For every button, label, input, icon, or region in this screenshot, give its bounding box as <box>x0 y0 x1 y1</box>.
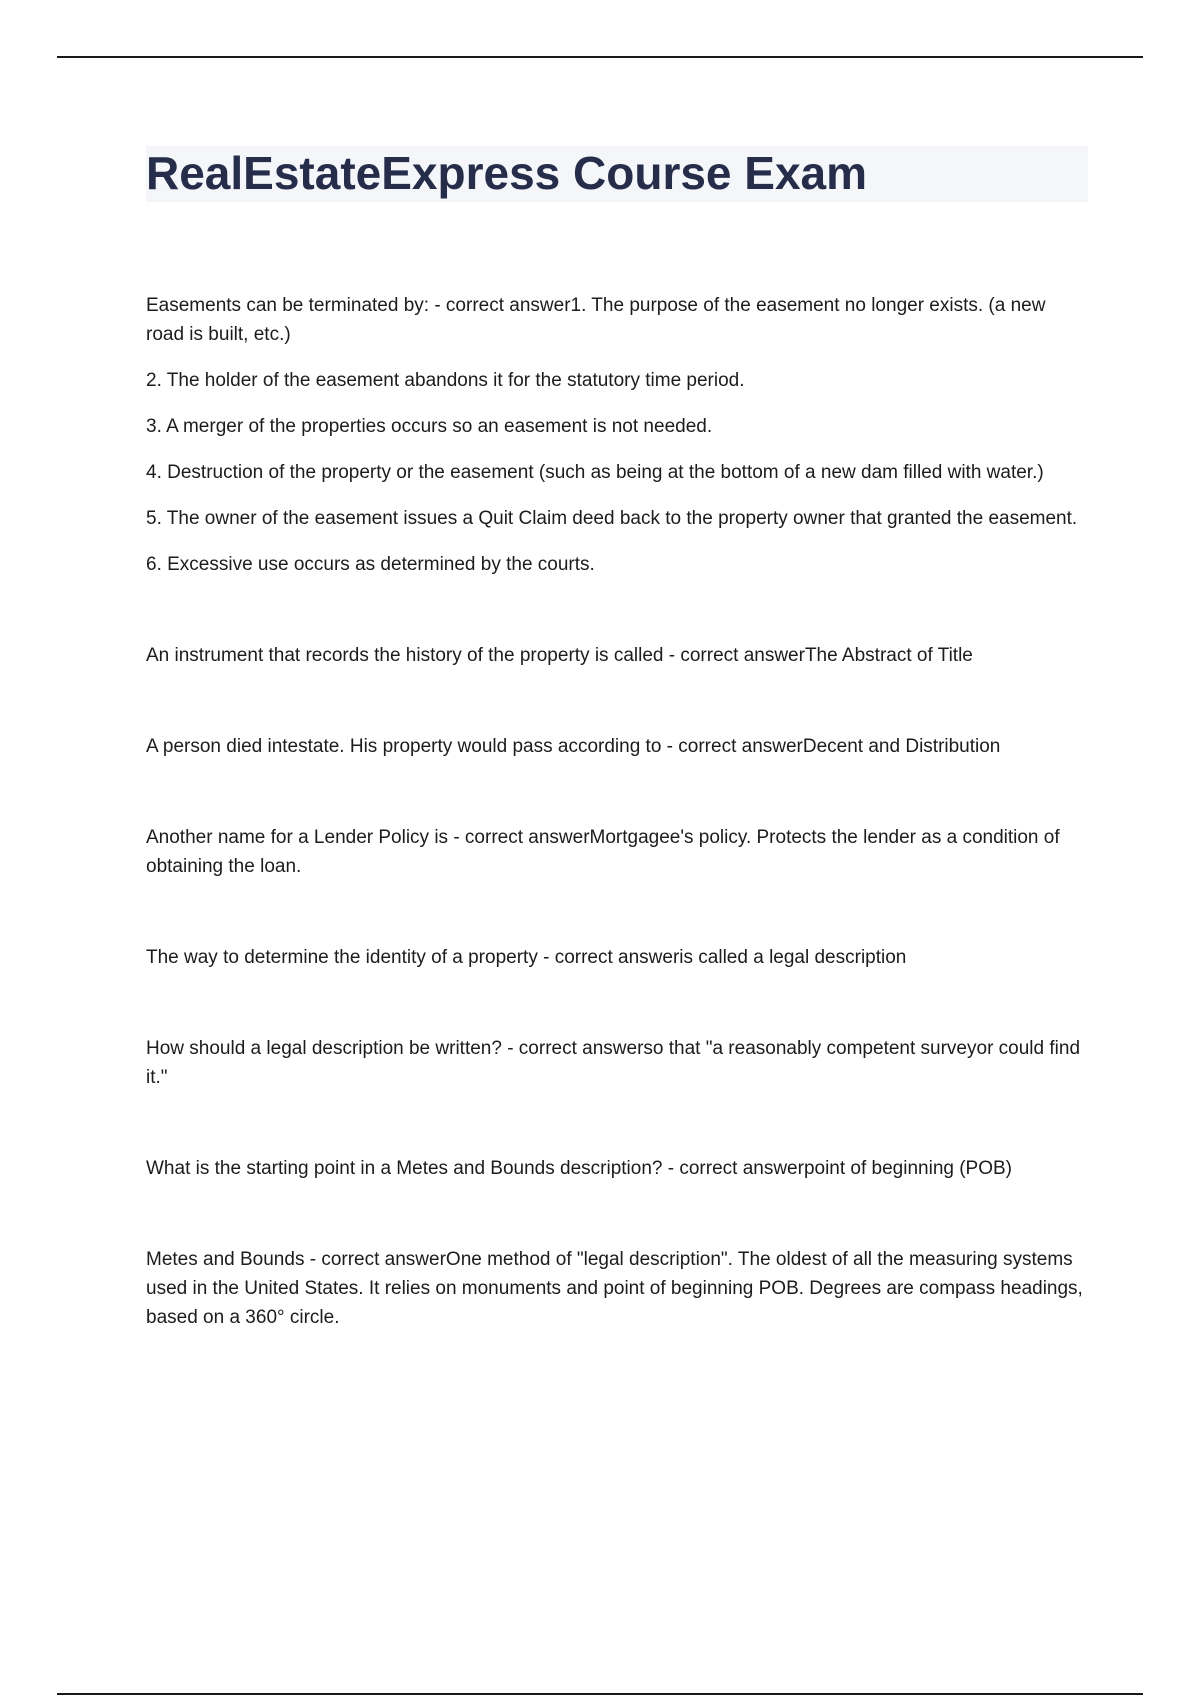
qa-block-property-identity <box>146 943 1086 972</box>
document-title: RealEstateExpress Course Exam <box>146 147 868 199</box>
qa-paragraph: 4. Destruction of the property or the easement (such as being at the bottom of a new dam filled with water.) <box>146 462 1044 483</box>
qa-paragraph: 3. A merger of the properties occurs so an easement is not needed. <box>146 416 713 437</box>
qa-block-metes-bounds-start <box>146 1154 1086 1183</box>
qa-paragraph: A person died intestate. His property would pass according to - correct answerDecent and Distribution <box>146 736 1001 757</box>
qa-paragraph: Another name for a Lender Policy is - correct answerMortgagee's policy. Protects the lender as a condition of obtaining the loan. <box>146 827 1060 877</box>
qa-block-easement-termination <box>146 291 1086 579</box>
document-content <box>146 291 1086 1332</box>
qa-paragraph: Easements can be terminated by: - correct answer1. The purpose of the easement no longer exists. (a new road is built, etc.) <box>146 295 1046 345</box>
qa-paragraph: What is the starting point in a Metes and Bounds description? - correct answerpoint of beginning (POB) <box>146 1158 1013 1179</box>
qa-paragraph: 6. Excessive use occurs as determined by the courts. <box>146 554 595 575</box>
qa-paragraph: 5. The owner of the easement issues a Quit Claim deed back to the property owner that granted the easement. <box>146 508 1078 529</box>
qa-paragraph: The way to determine the identity of a property - correct answeris called a legal description <box>146 947 907 968</box>
qa-block-metes-bounds <box>146 1245 1086 1332</box>
qa-paragraph: An instrument that records the history of the property is called - correct answerThe Abstract of Title <box>146 645 973 666</box>
qa-paragraph: 2. The holder of the easement abandons it for the statutory time period. <box>146 370 745 391</box>
qa-block-intestate <box>146 732 1086 761</box>
bottom-rule <box>57 1693 1143 1695</box>
qa-block-abstract-of-title <box>146 641 1086 670</box>
qa-paragraph: How should a legal description be written? - correct answerso that "a reasonably competent surveyor could find it." <box>146 1038 1081 1088</box>
qa-paragraph: Metes and Bounds - correct answerOne method of "legal description". The oldest of all the measuring systems used in the United States. It relies on monuments and point of beginning POB. Degrees are compass headings, based on a 360° circle. <box>146 1249 1083 1328</box>
qa-block-legal-description <box>146 1034 1086 1092</box>
top-rule <box>57 56 1143 58</box>
qa-block-lender-policy <box>146 823 1086 881</box>
